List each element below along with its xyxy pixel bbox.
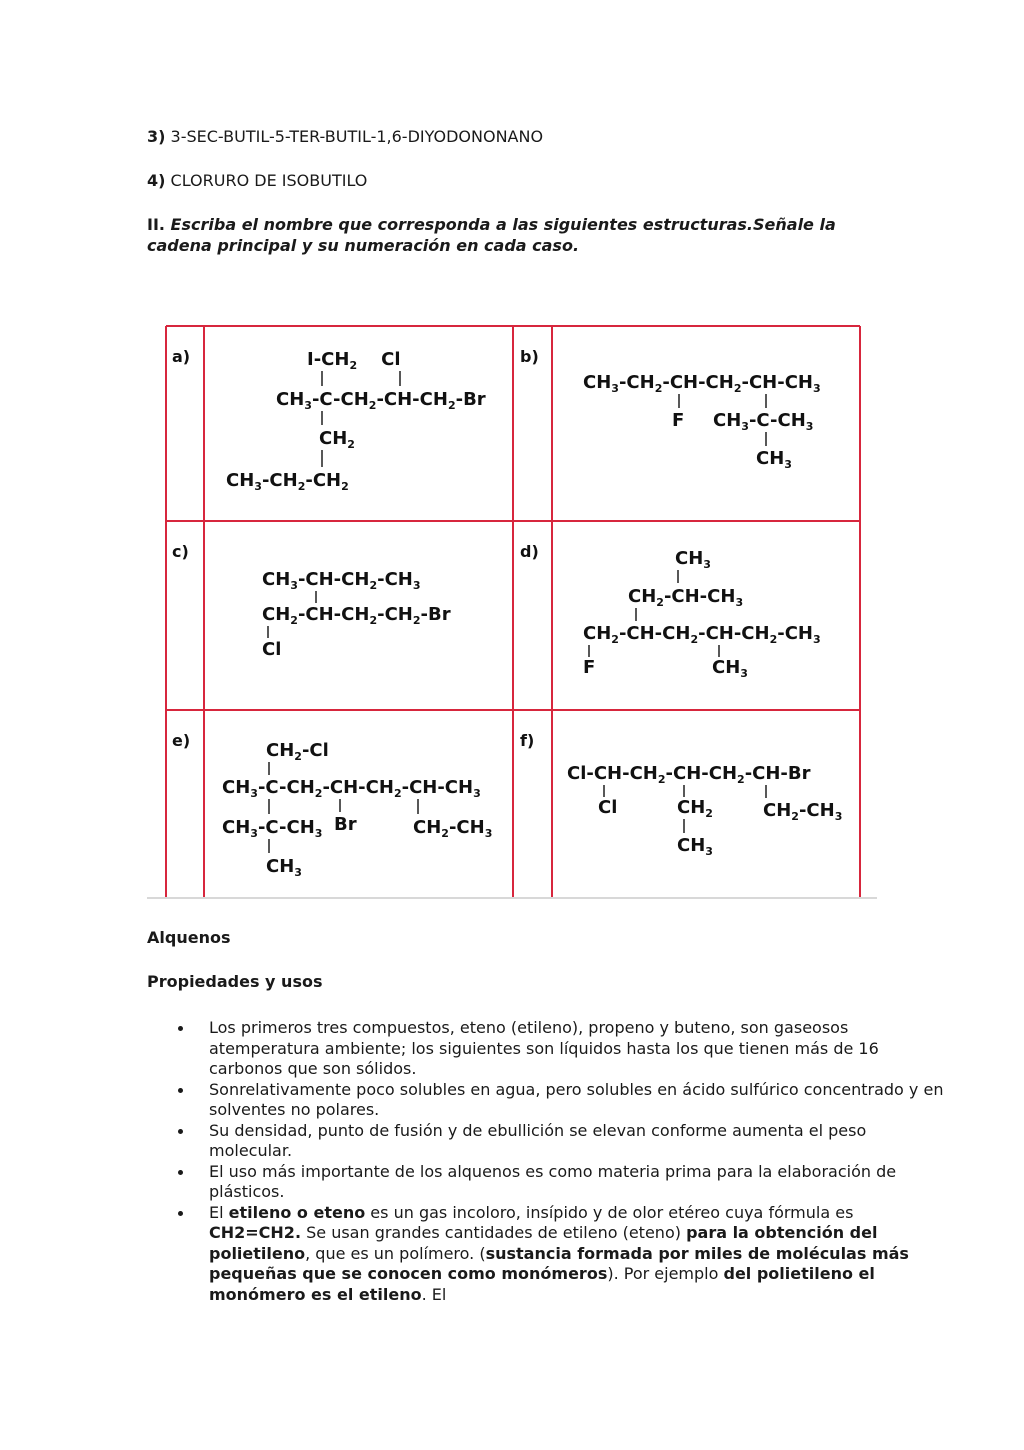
list-item: Los primeros tres compuestos, eteno (etileno), propeno y buteno, son gaseosos atemperatura ambiente; los siguientes son líquidos hasta los que tienen más de 16 carbonos que son sólidos. — [209, 1018, 944, 1080]
structure-e — [222, 740, 492, 879]
bond-lines-c — [268, 591, 316, 638]
formula-line: $CH_3-C-CH_2-CH-CH_2-CH-CH_3$ — [222, 777, 481, 800]
formula-line: $CH_3$ — [712, 657, 748, 680]
structure-f — [567, 763, 842, 858]
bond-lines-b — [679, 394, 766, 446]
structure-c — [262, 569, 451, 660]
bond-lines-e — [269, 762, 418, 853]
formula-line: $CH_2-CH_3$ — [413, 817, 493, 840]
formula-line: $CH_3$ — [756, 448, 792, 471]
section-number: II. — [147, 215, 165, 234]
list-item: Su densidad, punto de fusión y de ebullición se elevan conforme aumenta el peso molecular. — [209, 1121, 944, 1162]
cell-label-d: d) — [520, 542, 539, 561]
item-number: 3) — [147, 127, 166, 146]
bond-lines-f — [604, 785, 766, 833]
exercise-item-3 — [147, 126, 887, 147]
formula-line: Cl — [598, 797, 618, 818]
formula-line: $CH_2-CH_3$ — [763, 800, 843, 823]
formula-line: $CH_3-C-CH_3$ — [222, 817, 323, 840]
formula-line: $CH_3-C-CH_3$ — [713, 410, 814, 433]
cell-label-f: f) — [520, 731, 535, 750]
formula-line: $CH_2-Cl$ — [266, 740, 329, 763]
formula-line: Cl — [262, 639, 282, 660]
section-heading: Alquenos — [147, 928, 231, 947]
structure-b — [583, 372, 821, 471]
formula-line: $Cl-CH-CH_2-CH-CH_2-CH-Br$ — [567, 763, 811, 786]
formula-line: $CH_3$ — [266, 856, 302, 879]
formula-line: $CH_2$ — [677, 797, 713, 820]
cell-label-a: a) — [172, 347, 191, 366]
formula-line: F — [672, 410, 685, 431]
item-text: 3-SEC-BUTIL-5-TER-BUTIL-1,6-DIYODONONANO — [165, 127, 544, 146]
list-item: El uso más importante de los alquenos es como materia prima para la elaboración de plásticos. — [209, 1162, 944, 1203]
list-item: Sonrelativamente poco solubles en agua, pero solubles en ácido sulfúrico concentrado y en solventes no polares. — [209, 1079, 944, 1119]
bond-lines-a — [322, 371, 400, 467]
formula-line: $CH_2$ — [319, 428, 355, 451]
formula-line: $I-CH_2$ Cl — [307, 349, 401, 372]
formula-line: $CH_2-CH-CH_2-CH-CH_2-CH_3$ — [583, 623, 821, 646]
formula-line: $CH_3$ — [677, 835, 713, 858]
formula-line: $CH_2-CH-CH_2-CH_2-Br$ — [262, 604, 451, 627]
table-grid — [166, 326, 860, 897]
item-number: 4) — [147, 171, 166, 190]
bond-lines-d — [589, 570, 719, 657]
item-text: CLORURO DE ISOBUTILO — [165, 171, 368, 190]
formula-line: Br — [334, 814, 357, 835]
formula-line: $CH_3-C-CH_2-CH-CH_2-Br$ — [276, 389, 486, 412]
formula-line: $CH_2-CH-CH_3$ — [628, 586, 744, 609]
subsection-heading: Propiedades y usos — [147, 972, 323, 991]
cell-label-c: c) — [172, 542, 189, 561]
cell-label-e: e) — [172, 731, 191, 750]
properties-list — [147, 1018, 944, 1305]
list-item: El etileno o eteno es un gas incoloro, insípido y de olor etéreo cuya fórmula es CH2=CH2. Se usan grandes cantidades de etileno (eteno) para la obtención del polietileno, que es un polímero. (sustancia formada por miles de moléculas más pequeñas que se conocen como monómeros). Por ejemplo del polietileno el monómero es el etileno. El — [209, 1203, 944, 1306]
structure-d — [583, 548, 821, 680]
formula-line: $CH_3-CH_2-CH-CH_2-CH-CH_3$ — [583, 372, 821, 395]
section-instruction — [147, 214, 887, 256]
instruction-text: Escriba el nombre que corresponda a las siguientes estructuras.Señale la cadena principal y su numeración en cada caso. — [147, 215, 836, 255]
cell-label-b: b) — [520, 347, 539, 366]
structure-a — [226, 349, 486, 493]
formula-line: $CH_3-CH-CH_2-CH_3$ — [262, 569, 421, 592]
formula-line: $CH_3$ — [675, 548, 711, 571]
formula-line: $CH_3-CH_2-CH_2$ — [226, 470, 349, 493]
formula-line: F — [583, 657, 596, 678]
exercise-item-4 — [147, 170, 887, 191]
